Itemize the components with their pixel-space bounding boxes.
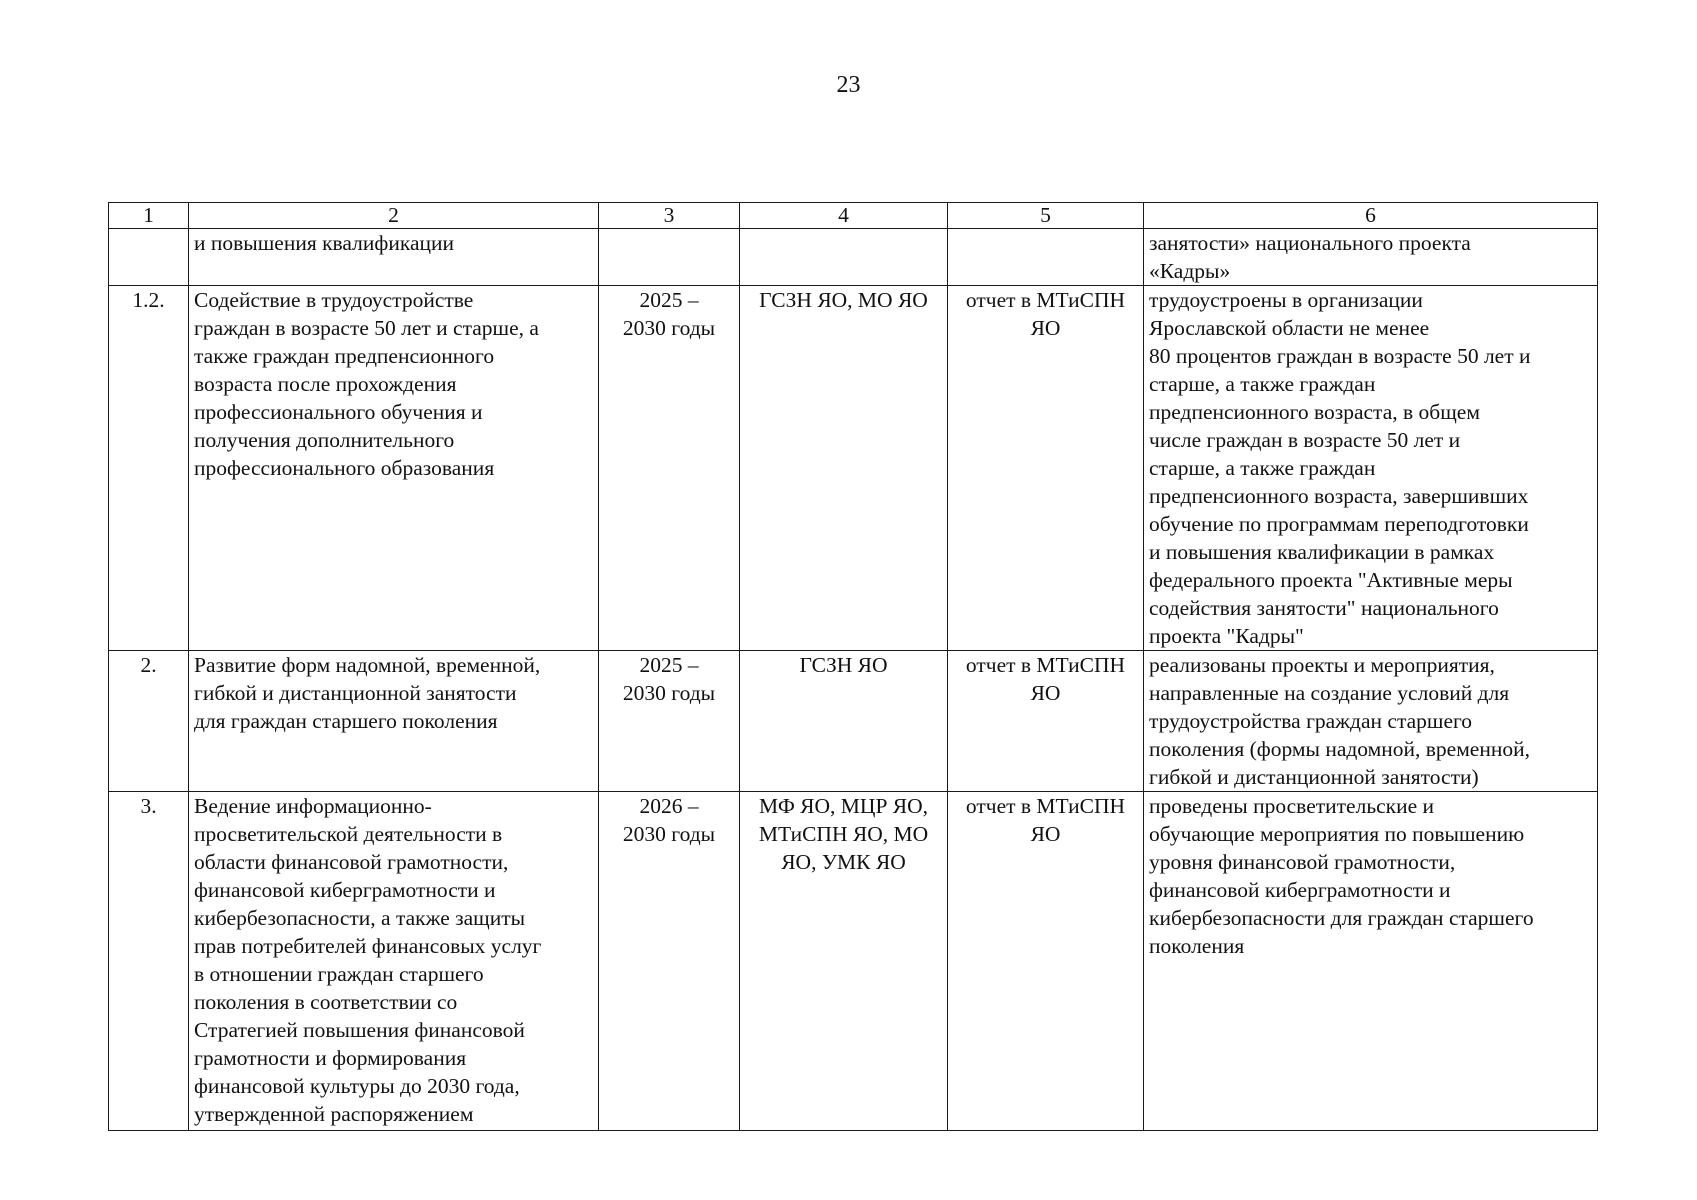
measure-name: Развитие форм надомной, временной, гибкой и дистанционной занятости для граждан старшего поколения	[189, 651, 599, 792]
expected-result: реализованы проекты и мероприятия, направленные на создание условий для трудоустройства граждан старшего поколения (формы надомной, временной, гибкой и дистанционной занятости)	[1144, 651, 1598, 792]
measure-name: Содействие в трудоустройстве граждан в возрасте 50 лет и старше, а также граждан предпенсионного возраста после прохождения профессионального обучения и получения дополнительного профессионального образования	[189, 286, 599, 651]
column-number-row	[109, 203, 1598, 229]
row-number	[109, 229, 189, 286]
report-form: отчет в МТиСПН ЯО	[948, 651, 1144, 792]
measures-table	[108, 202, 1598, 1131]
expected-result: проведены просветительские и обучающие мероприятия по повышению уровня финансовой грамотности, финансовой киберграмотности и кибербезопасности для граждан старшего поколения	[1144, 792, 1598, 1131]
row-number: 3.	[109, 792, 189, 1131]
column-number-1: 1	[109, 203, 189, 229]
row-number: 1.2.	[109, 286, 189, 651]
column-number-3: 3	[599, 203, 740, 229]
column-number-4: 4	[740, 203, 948, 229]
report-form	[948, 229, 1144, 286]
expected-result: трудоустроены в организации Ярославской области не менее 80 процентов граждан в возрасте 50 лет и старше, а также граждан предпенсионного возраста, в общем числе граждан в возрасте 50 лет и старше, а также граждан предпенсионного возраста, завершивших обучение по программам переподготовки и повышения квалификации в рамках федерального проекта "Активные меры содействия занятости" национального проекта "Кадры"	[1144, 286, 1598, 651]
column-number-5: 5	[948, 203, 1144, 229]
table-row	[109, 651, 1598, 792]
page-number: 23	[836, 72, 861, 98]
measure-name: и повышения квалификации	[189, 229, 599, 286]
responsible-executor: ГСЗН ЯО, МО ЯО	[740, 286, 948, 651]
column-number-2: 2	[189, 203, 599, 229]
responsible-executor: ГСЗН ЯО	[740, 651, 948, 792]
responsible-executor	[740, 229, 948, 286]
responsible-executor: МФ ЯО, МЦР ЯО, МТиСПН ЯО, МО ЯО, УМК ЯО	[740, 792, 948, 1131]
implementation-period: 2025 – 2030 годы	[599, 286, 740, 651]
table-row	[109, 286, 1598, 651]
report-form: отчет в МТиСПН ЯО	[948, 792, 1144, 1131]
measure-name: Ведение информационно- просветительской деятельности в области финансовой грамотности, финансовой киберграмотности и кибербезопасности, а также защиты прав потребителей финансовых услуг в отношении граждан старшего поколения в соответствии со Стратегией повышения финансовой грамотности и формирования финансовой культуры до 2030 года, утвержденной распоряжением	[189, 792, 599, 1131]
implementation-period: 2025 – 2030 годы	[599, 651, 740, 792]
implementation-period	[599, 229, 740, 286]
row-number: 2.	[109, 651, 189, 792]
expected-result: занятости» национального проекта «Кадры»	[1144, 229, 1598, 286]
report-form: отчет в МТиСПН ЯО	[948, 286, 1144, 651]
implementation-period: 2026 – 2030 годы	[599, 792, 740, 1131]
table-row	[109, 229, 1598, 286]
column-number-6: 6	[1144, 203, 1598, 229]
table-row	[109, 792, 1598, 1131]
